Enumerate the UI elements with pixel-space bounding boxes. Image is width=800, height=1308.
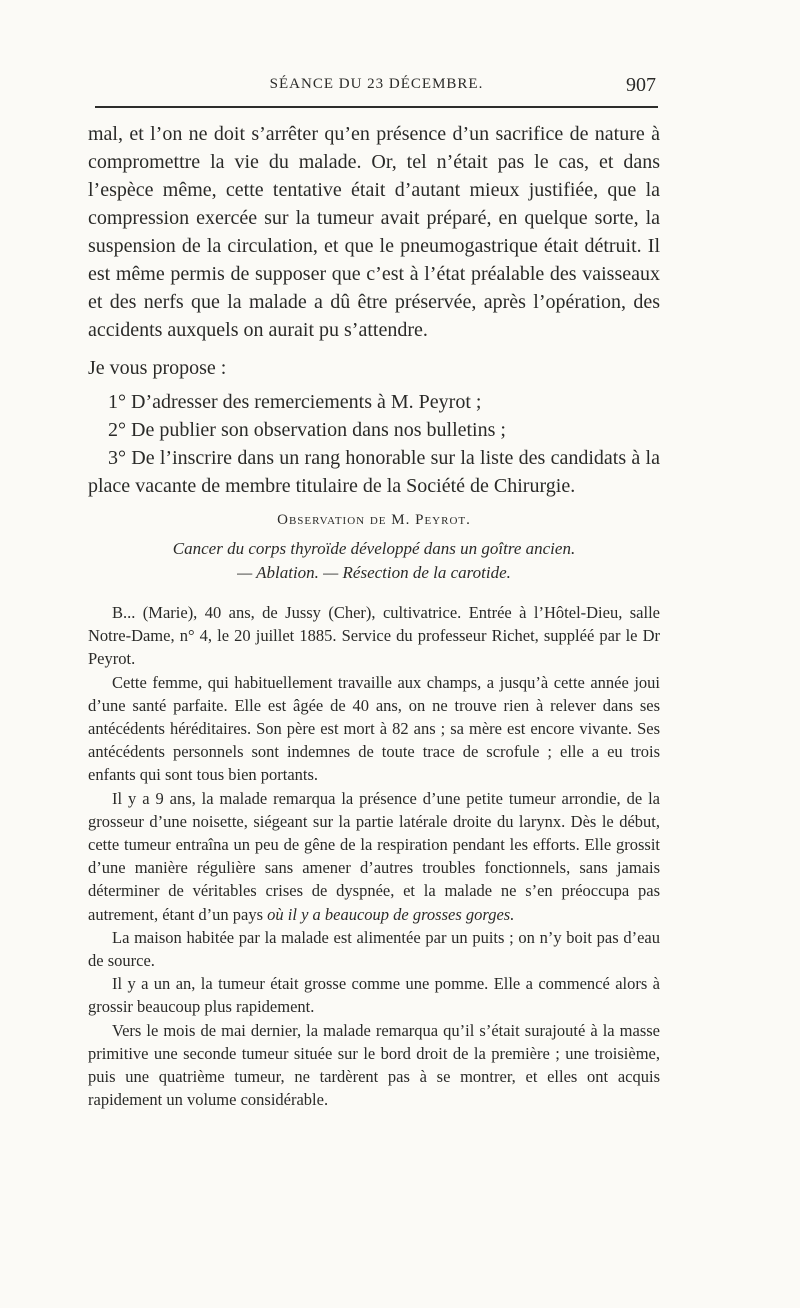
body-text [88, 120, 660, 1111]
proposal-item: 3° De l’inscrire dans un rang honorable sur la liste des candidats à la place vacante de membre titulaire de la Société de Chirurgie. [88, 447, 660, 497]
observation-subtitle-line1: Cancer du corps thyroïde développé dans un goître ancien. [172, 539, 576, 558]
header-title: SÉANCE DU 23 DÉCEMBRE. [269, 76, 484, 92]
case-paragraph-text: Il y a 9 ans, la malade remarqua la présence d’une petite tumeur arrondie, de la grosseur d’une noisette, siégeant sur la partie latérale droite du larynx. Dès le début, cette tumeur entraîna un peu de gêne de la respiration pendant les efforts. Elle grossit d’une manière régulière sans amener d’autres troubles fonctionnels, sans jamais déterminer de véritables crises de dyspnée, et la malade ne s’en préoccupa pas autrement, étant d’un pays [88, 788, 660, 924]
case-paragraph: La maison habitée par la malade est alimentée par un puits ; on n’y boit pas d’eau de source. [88, 927, 660, 971]
case-paragraph: Cette femme, qui habituellement travaille aux champs, a jusqu’à cette année joui d’une santé parfaite. Elle est âgée de 40 ans, on ne trouve rien à relever dans ses antécédents héréditaires. Son père est mort à 82 ans ; sa mère est encore vivante. Ses antécédents personnels sont indemnes de toute trace de scrofule ; elle a eu trois enfants qui sont tous bien portants. [88, 672, 660, 785]
proposal-intro: Je vous propose : [88, 357, 227, 379]
running-header [95, 74, 658, 100]
case-paragraph: B... (Marie), 40 ans, de Jussy (Cher), cultivatrice. Entrée à l’Hôtel-Dieu, salle Notre-Dame, n° 4, le 20 juillet 1885. Service du professeur Richet, suppléé par le Dr Peyrot. [88, 603, 660, 669]
case-paragraph [88, 787, 660, 926]
opening-paragraph: mal, et l’on ne doit s’arrêter qu’en présence d’un sacrifice de nature à compromettre la vie du malade. Or, tel n’était pas le cas, et dans l’espèce même, cette tentative était d’autant mieux justifiée, que la compression exercée sur la tumeur avait préparé, en quelque sorte, la suspension de la circulation, et que le pneumogastrique était détruit. Il est même permis de supposer que c’est à l’état préalable des vaisseaux et des nerfs que la malade a dû être préservée, après l’opération, des accidents auxquels on aurait pu s’attendre. [88, 123, 660, 341]
case-paragraph: Vers le mois de mai dernier, la malade remarqua qu’il s’était surajouté à la masse primitive une seconde tumeur située sur le bord droit de la première ; une troisième, puis une quatrième tumeur, ne tardèrent pas à se montrer, et elles ont acquis rapidement un volume considérable. [88, 1020, 660, 1110]
case-paragraph: Il y a un an, la tumeur était grosse comme une pomme. Elle a commencé alors à grossir beaucoup plus rapidement. [88, 974, 660, 1017]
proposal-item: 1° D’adresser des remerciements à M. Peyrot ; [108, 391, 482, 413]
header-rule [95, 106, 658, 108]
case-paragraph-italic: où il y a beaucoup de grosses gorges. [267, 904, 515, 924]
observation-subtitle-line2: — Ablation. — Résection de la carotide. [237, 563, 511, 582]
proposal-item: 2° De publier son observation dans nos bulletins ; [108, 419, 506, 441]
observation-title: Observation de M. Peyrot. [277, 512, 471, 528]
observation-subtitle [88, 537, 660, 585]
page-number: 907 [626, 74, 656, 96]
